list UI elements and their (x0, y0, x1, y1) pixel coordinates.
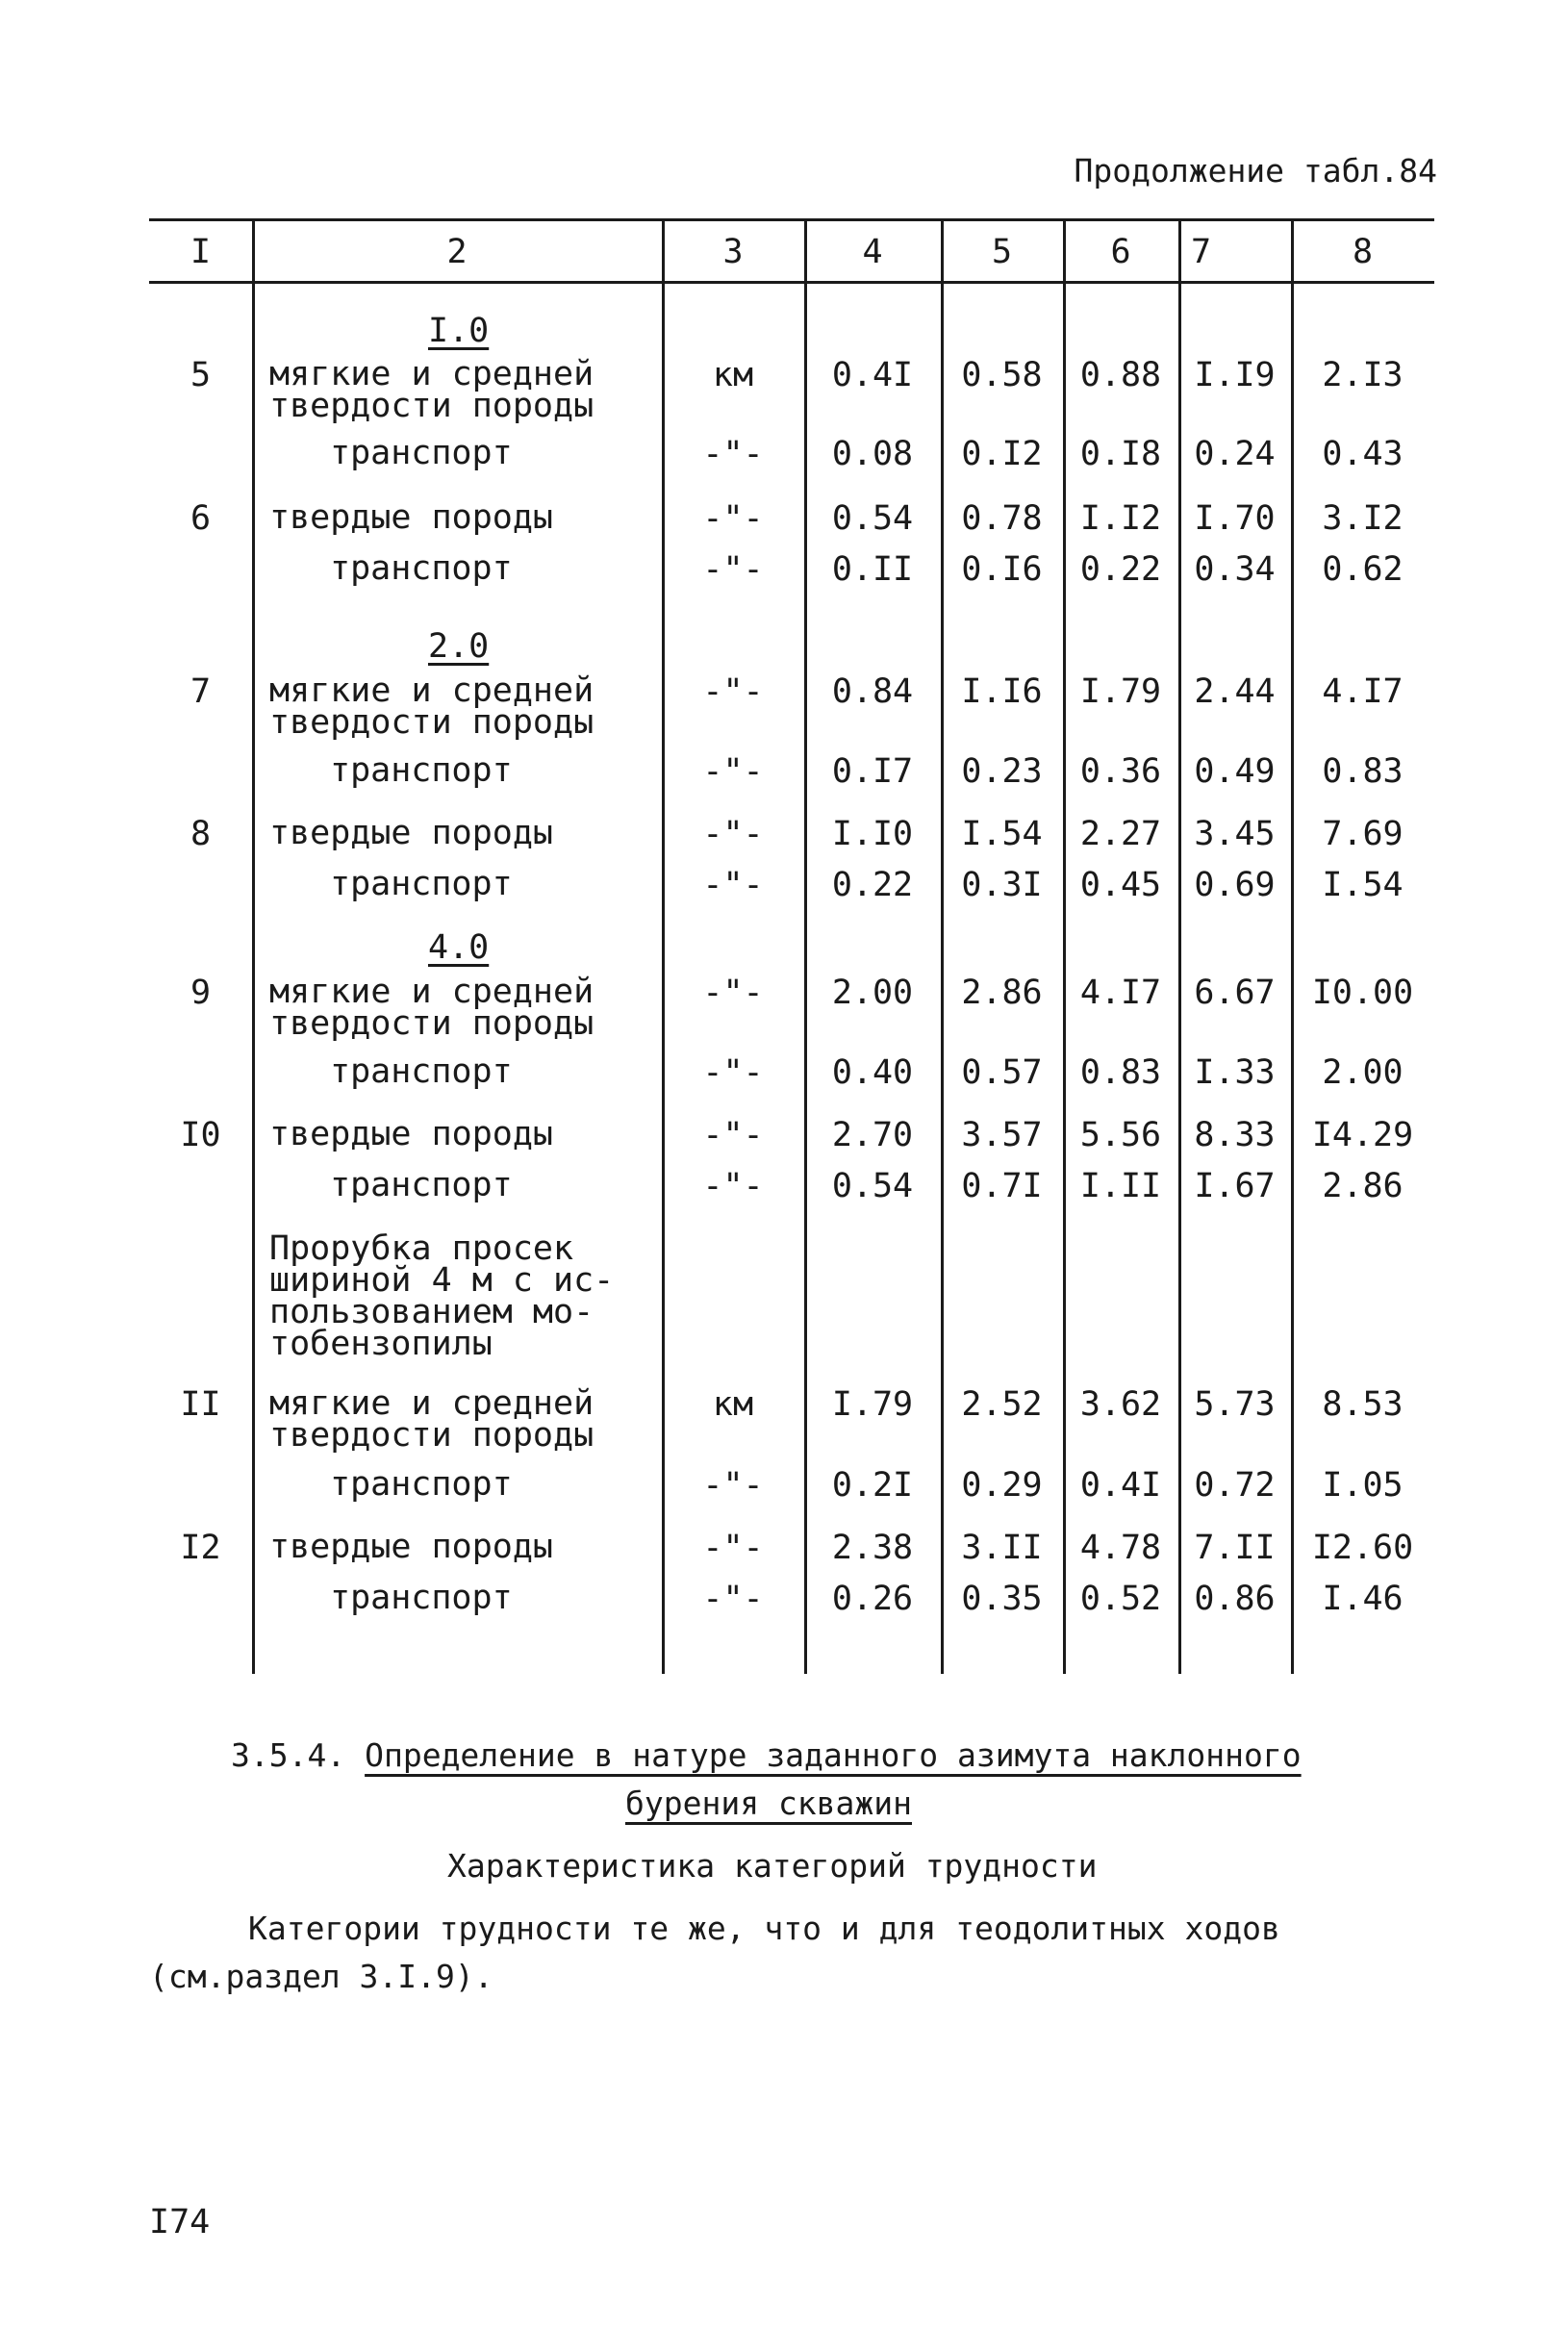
table-cell-value: 0.4I (1079, 1466, 1162, 1505)
table-cell-value: 0.II (831, 550, 914, 589)
table-cell-value: 3.II (961, 1529, 1043, 1567)
table-cell-value: 2.86 (1322, 1167, 1404, 1205)
row-description: транспорт (330, 1166, 513, 1204)
row-description: мягкие и средней твердости породы (269, 1384, 594, 1455)
table-header-rule (149, 281, 1434, 284)
table-cell-value: 0.69 (1194, 866, 1276, 904)
row-number: I0 (180, 1116, 221, 1154)
row-unit: -"- (702, 1167, 764, 1205)
table-cell-value: I.II (1079, 1167, 1162, 1205)
table-cell-value: 0.4I (831, 356, 914, 394)
table-cell-value: 0.45 (1079, 866, 1162, 904)
row-unit: -"- (702, 499, 764, 538)
table-cell-value: 0.86 (1194, 1580, 1276, 1618)
row-description: транспорт (330, 1579, 513, 1617)
table-cell-value: 5.56 (1079, 1116, 1162, 1154)
column-header: 5 (991, 233, 1013, 271)
section-title-line1: Определение в натуре заданного азимута наклонного (365, 1736, 1302, 1774)
section-label: 4.0 (428, 928, 490, 967)
row-description: транспорт (330, 1465, 513, 1504)
table-cell-value: 3.45 (1194, 815, 1276, 853)
page-number: I74 (149, 2203, 211, 2241)
row-unit: -"- (702, 1580, 764, 1618)
row-description: мягкие и средней твердости породы (269, 671, 594, 742)
table-cell-value: 0.23 (961, 752, 1043, 791)
row-description: транспорт (330, 549, 513, 588)
row-description: мягкие и средней твердости породы (269, 355, 594, 425)
table-cell-value: 0.83 (1322, 752, 1404, 791)
group-label: Прорубка просек шириной 4 м с ис- пользованием мо- тобензопилы (269, 1229, 615, 1363)
table-cell-value: 2.27 (1079, 815, 1162, 853)
column-header: 8 (1352, 233, 1374, 271)
table-cell-value: 0.36 (1079, 752, 1162, 791)
table-cell-value: 0.29 (961, 1466, 1043, 1505)
row-number: 8 (190, 815, 212, 853)
row-unit: -"- (702, 1466, 764, 1505)
row-unit: км (712, 356, 754, 394)
table-cell-value: 2.70 (831, 1116, 914, 1154)
section-label: I.0 (428, 312, 490, 350)
table-cell-value: 2.I3 (1322, 356, 1404, 394)
column-header: 3 (722, 233, 744, 271)
row-number: 6 (190, 499, 212, 538)
row-number: 5 (190, 356, 212, 394)
row-description: твердые породы (269, 498, 554, 537)
table-cell-value: 2.86 (961, 974, 1043, 1012)
table-cell-value: I.79 (831, 1385, 914, 1424)
row-unit: -"- (702, 815, 764, 853)
row-number: 7 (190, 672, 212, 711)
table-cell-value: 0.26 (831, 1580, 914, 1618)
row-unit: -"- (702, 1116, 764, 1154)
paragraph-line: Категории трудности те же, что и для теодолитных ходов (248, 1910, 1280, 1947)
table-cell-value: 0.3I (961, 866, 1043, 904)
table-cell-value: I4.29 (1311, 1116, 1414, 1154)
table-cell-value: 2.44 (1194, 672, 1276, 711)
row-unit: -"- (702, 1529, 764, 1567)
row-description: твердые породы (269, 814, 554, 852)
table-cell-value: 0.52 (1079, 1580, 1162, 1618)
table-cell-value: 0.I2 (961, 435, 1043, 473)
row-unit: -"- (702, 435, 764, 473)
table-cell-value: I.70 (1194, 499, 1276, 538)
table-cell-value: 8.33 (1194, 1116, 1276, 1154)
table-cell-value: 4.I7 (1322, 672, 1404, 711)
table-cell-value: 0.57 (961, 1053, 1043, 1092)
row-unit: км (712, 1385, 754, 1424)
table-cell-value: I.79 (1079, 672, 1162, 711)
table-cell-value: I.46 (1322, 1580, 1404, 1618)
table-cell-value: 3.I2 (1322, 499, 1404, 538)
table-cell-value: 2.00 (1322, 1053, 1404, 1092)
table-cell-value: 0.84 (831, 672, 914, 711)
table-cell-value: 3.62 (1079, 1385, 1162, 1424)
row-unit: -"- (702, 974, 764, 1012)
table-cell-value: 0.22 (1079, 550, 1162, 589)
table-cell-value: 7.69 (1322, 815, 1404, 853)
column-header: I (190, 233, 212, 271)
row-description: транспорт (330, 434, 513, 472)
section-subtitle: Характеристика категорий трудности (447, 1847, 1098, 1885)
row-description: транспорт (330, 751, 513, 790)
column-header: 2 (446, 233, 468, 271)
column-header: 7 (1191, 233, 1212, 271)
table-cell-value: 0.62 (1322, 550, 1404, 589)
table-cell-value: I.I6 (961, 672, 1043, 711)
table-cell-value: 0.08 (831, 435, 914, 473)
row-description: твердые породы (269, 1115, 554, 1153)
table-cell-value: 0.58 (961, 356, 1043, 394)
row-description: твердые породы (269, 1528, 554, 1566)
row-description: мягкие и средней твердости породы (269, 973, 594, 1043)
table-cell-value: I.67 (1194, 1167, 1276, 1205)
column-header: 4 (862, 233, 883, 271)
paragraph-line: (см.раздел 3.I.9). (149, 1958, 493, 1995)
table-cell-value: 0.34 (1194, 550, 1276, 589)
section-heading (231, 1736, 1302, 1774)
table-cell-value: 0.2I (831, 1466, 914, 1505)
table-cell-value: 7.II (1194, 1529, 1276, 1567)
section-number: 3.5.4. (231, 1736, 346, 1774)
section-label: 2.0 (428, 627, 490, 666)
table-cell-value: 0.35 (961, 1580, 1043, 1618)
table-cell-value: 2.38 (831, 1529, 914, 1567)
table-cell-value: 0.54 (831, 1167, 914, 1205)
table-cell-value: 4.I7 (1079, 974, 1162, 1012)
table-cell-value: 0.78 (961, 499, 1043, 538)
table-cell-value: I.33 (1194, 1053, 1276, 1092)
table-cell-value: 0.I6 (961, 550, 1043, 589)
table-cell-value: 0.88 (1079, 356, 1162, 394)
table-cell-value: I2.60 (1311, 1529, 1414, 1567)
table-top-rule (149, 218, 1434, 221)
row-number: I2 (180, 1529, 221, 1567)
row-description: транспорт (330, 1052, 513, 1091)
column-header: 6 (1110, 233, 1131, 271)
table-cell-value: I.I0 (831, 815, 914, 853)
table-cell-value: 0.54 (831, 499, 914, 538)
table-cell-value: 0.7I (961, 1167, 1043, 1205)
row-number: II (180, 1385, 221, 1424)
table-cell-value: 0.I8 (1079, 435, 1162, 473)
table-cell-value: 0.72 (1194, 1466, 1276, 1505)
row-number: 9 (190, 974, 212, 1012)
table-cell-value: I.I2 (1079, 499, 1162, 538)
row-description: транспорт (330, 865, 513, 903)
table-cell-value: 3.57 (961, 1116, 1043, 1154)
row-unit: -"- (702, 866, 764, 904)
table-cell-value: 0.40 (831, 1053, 914, 1092)
table-cell-value: 0.24 (1194, 435, 1276, 473)
table-cell-value: I.54 (1322, 866, 1404, 904)
row-unit: -"- (702, 1053, 764, 1092)
row-unit: -"- (702, 550, 764, 589)
table-cell-value: I.54 (961, 815, 1043, 853)
table-cell-value: I.05 (1322, 1466, 1404, 1505)
table-cell-value: 2.00 (831, 974, 914, 1012)
table-cell-value: 5.73 (1194, 1385, 1276, 1424)
table-cell-value: 8.53 (1322, 1385, 1404, 1424)
table-cell-value: I.I9 (1194, 356, 1276, 394)
table-cell-value: I0.00 (1311, 974, 1414, 1012)
column-divider (252, 219, 255, 1674)
table-cell-value: 0.22 (831, 866, 914, 904)
row-unit: -"- (702, 752, 764, 791)
table-cell-value: 0.49 (1194, 752, 1276, 791)
table-cell-value: 2.52 (961, 1385, 1043, 1424)
table-cell-value: 6.67 (1194, 974, 1276, 1012)
section-title-line2: бурения скважин (625, 1785, 913, 1822)
table-cell-value: 0.I7 (831, 752, 914, 791)
table-cell-value: 0.83 (1079, 1053, 1162, 1092)
row-unit: -"- (702, 672, 764, 711)
table-cell-value: 4.78 (1079, 1529, 1162, 1567)
table-cell-value: 0.43 (1322, 435, 1404, 473)
continuation-label: Продолжение табл.84 (1074, 152, 1437, 190)
